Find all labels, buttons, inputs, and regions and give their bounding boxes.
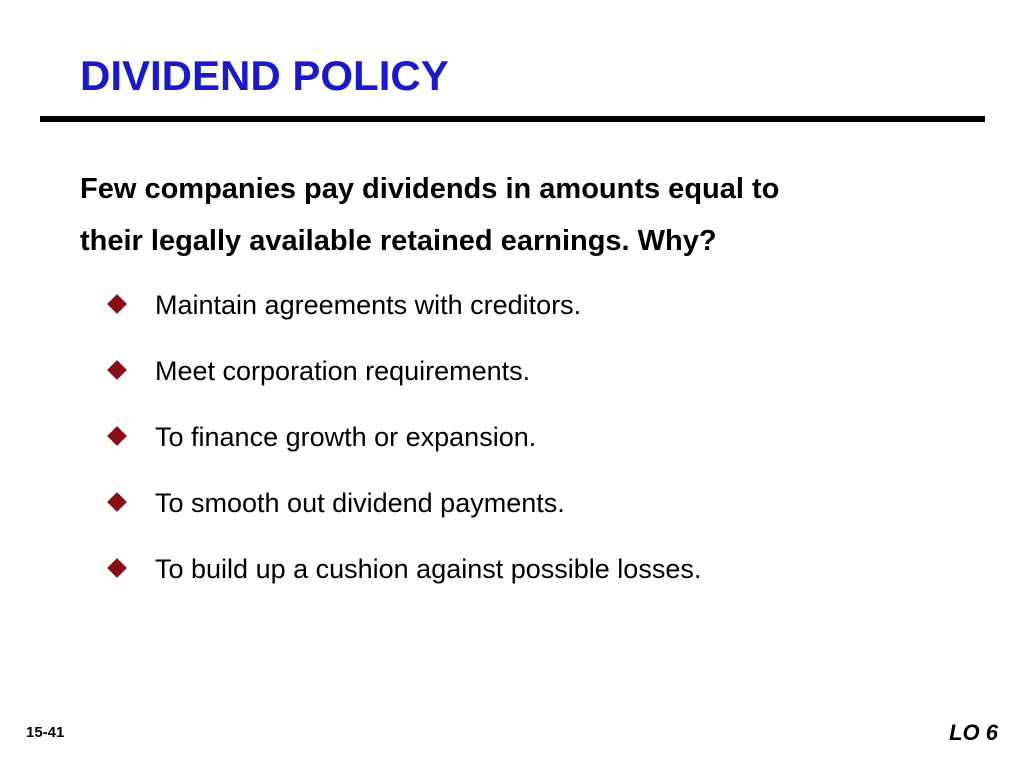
list-item-text: Maintain agreements with creditors. bbox=[155, 290, 582, 320]
learning-objective-label: LO 6 bbox=[949, 720, 998, 745]
list-item bbox=[100, 414, 701, 480]
reasons-list bbox=[100, 282, 701, 612]
list-item bbox=[100, 282, 701, 348]
diamond-bullet-icon bbox=[107, 492, 127, 512]
list-item bbox=[100, 546, 701, 612]
list-item-text: To finance growth or expansion. bbox=[155, 422, 537, 452]
diamond-bullet-icon bbox=[107, 558, 127, 578]
intro-line-2: their legally available retained earnings. Why? bbox=[80, 225, 717, 257]
diamond-bullet-icon bbox=[107, 360, 127, 380]
diamond-bullet-icon bbox=[107, 294, 127, 314]
list-item-text: To build up a cushion against possible losses. bbox=[155, 554, 702, 584]
list-item bbox=[100, 348, 701, 414]
page-number: 15-41 bbox=[26, 724, 65, 741]
title-divider bbox=[40, 116, 985, 122]
diamond-bullet-icon bbox=[107, 426, 127, 446]
slide-title: DIVIDEND POLICY bbox=[80, 52, 449, 99]
intro-text bbox=[80, 163, 980, 267]
list-item-text: To smooth out dividend payments. bbox=[155, 488, 565, 518]
intro-line-1: Few companies pay dividends in amounts equal to bbox=[80, 173, 780, 205]
list-item-text: Meet corporation requirements. bbox=[155, 356, 531, 386]
list-item bbox=[100, 480, 701, 546]
